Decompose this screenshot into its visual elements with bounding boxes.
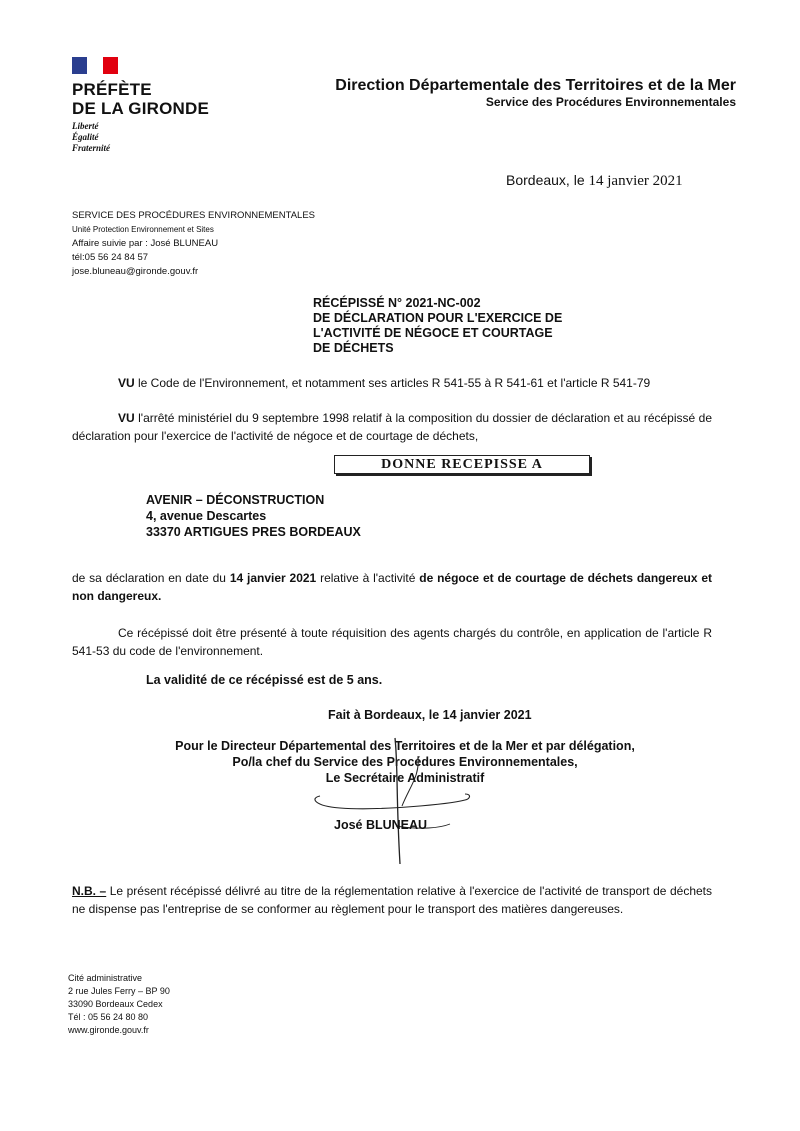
handwritten-signature <box>300 736 480 866</box>
service-title: Service des Procédures Environnementales <box>485 95 736 109</box>
direction-header <box>335 76 736 110</box>
signer-name: José BLUNEAU <box>334 818 428 832</box>
sender-block: SERVICE DES PROCÉDURES ENVIRONNEMENTALES Unité Protection Environnement et Sites Affaire suivie par : José BLUNEAU tél:05 56 24 84 57 jose.bluneau@gironde.gouv.fr <box>72 210 316 277</box>
republic-motto: Liberté Égalité Fraternité <box>72 121 111 153</box>
republique-flag-logo <box>72 57 118 74</box>
vu-arrete-paragraph: VU l'arrêté ministériel du 9 septembre 1998 relatif à la composition du dossier de déclaration et au récépissé de déclaration pour l'exercice de l'activité de négoce et de courtage de déchets, <box>72 411 712 443</box>
presentation-paragraph: Ce récépissé doit être présenté à toute réquisition des agents chargés du contrôle, en application de l'article R 541-53 du code de l'environnement. <box>72 626 712 658</box>
vu-code-paragraph: VU le Code de l'Environnement, et notamment ses articles R 541-55 à R 541-61 et l'article R 541-79 <box>118 376 651 390</box>
declaration-paragraph: de sa déclaration en date du 14 janvier 2021 relative à l'activité de négoce et de courtage de déchets dangereux et non dangereux. <box>72 571 713 603</box>
nb-paragraph: N.B. – Le présent récépissé délivré au titre de la réglementation relative à l'exercice de l'activité de transport de déchets ne dispense pas l'entreprise de se conformer au règlement pour le transport des matières dangereuses. <box>72 884 713 916</box>
direction-title: Direction Départementale des Territoires et de la Mer <box>335 77 736 94</box>
signatory-block: Pour le Directeur Départemental des Territoires et de la Mer et par délégation, Po/la chef du Service des Procédures Environnementales, Le Secrétaire Administratif <box>175 739 635 785</box>
prefecture-name: PRÉFÈTE DE LA GIRONDE <box>72 80 210 118</box>
recipient-address: AVENIR – DÉCONSTRUCTION 4, avenue Descartes 33370 ARTIGUES PRES BORDEAUX <box>146 493 361 539</box>
sender-email: jose.bluneau@gironde.gouv.fr <box>72 266 199 277</box>
document-title: RÉCÉPISSÉ N° 2021-NC-002 DE DÉCLARATION POUR L'EXERCICE DE L'ACTIVITÉ DE NÉGOCE ET COURTAGE DE DÉCHETS <box>313 296 563 355</box>
footer-website: www.gironde.gouv.fr <box>68 1025 149 1035</box>
donne-recepisse-box: DONNE RECEPISSE A <box>334 455 590 474</box>
fait-a-line: Fait à Bordeaux, le 14 janvier 2021 <box>328 708 532 722</box>
validity-statement: La validité de ce récépissé est de 5 ans. <box>146 673 383 687</box>
footer-address: Cité administrative 2 rue Jules Ferry – BP 90 33090 Bordeaux Cedex Tél : 05 56 24 80 80 www.gironde.gouv.fr <box>68 973 170 1035</box>
document-date: Bordeaux, le 14 janvier 2021 <box>506 172 683 189</box>
